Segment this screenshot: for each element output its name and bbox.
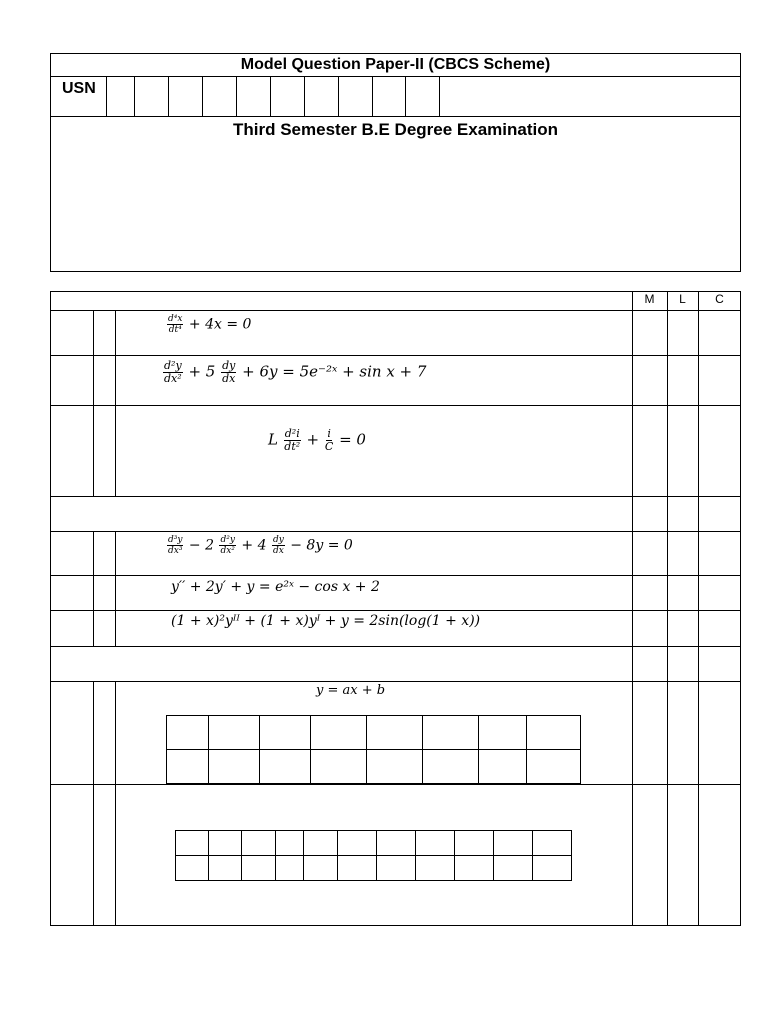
equation-q1a [166,314,251,335]
row-line [50,575,741,576]
usn-cell [168,76,169,117]
fraction-denominator: dx³ [168,546,183,556]
usn-cell [202,76,203,117]
fraction-numerator: d²i [284,427,300,440]
header-divider [50,76,741,77]
row-line [50,310,741,311]
usn-cell [236,76,237,117]
header-divider [50,116,741,117]
usn-cell [439,76,440,117]
fraction-numerator: d²y [220,535,235,545]
equation-text: + 4x = 0 [188,316,252,333]
col-line [115,531,116,646]
row-line [50,610,741,611]
paper-title: Model Question Paper-II (CBCS Scheme) [240,56,551,73]
fraction-denominator: C [324,440,334,453]
equation-q1b [162,360,426,385]
row-line [50,496,741,497]
col-line [698,291,699,926]
col-header-l: L [679,292,686,306]
equation-text: − 8y = 0 [290,537,353,554]
row-line [50,784,741,785]
grid-lines [166,715,581,784]
fraction-numerator: i [327,427,331,440]
row-line [50,405,741,406]
fraction-denominator: dt² [284,440,301,453]
col-line [632,291,633,926]
col-line [93,310,94,496]
row-line [50,531,741,532]
col-line [93,681,94,926]
fraction-numerator: d⁴x [168,314,183,324]
usn-cell [106,76,107,117]
equation-text: + 4 [241,537,267,554]
data-grid-1 [166,715,581,784]
fraction-denominator: dx² [164,372,182,385]
col-header-c: C [715,292,724,306]
equation-q2a [166,535,353,556]
equation-q2c: (1 + x)²yᴵᴵ + (1 + x)yᴵ + y = 2sin(log(1 + x)) [171,613,481,629]
col-line [667,291,668,926]
header-box [50,53,741,272]
fraction-denominator: dx [222,372,236,385]
equation-text: + [306,430,320,449]
row-line [50,681,741,682]
equation-text: L [268,430,278,449]
usn-cell [405,76,406,117]
col-line [93,531,94,646]
equation-text: + 6y = 5e⁻²ˣ + sin x + 7 [242,362,427,381]
usn-cell [134,76,135,117]
fraction-denominator: dt⁴ [168,325,182,335]
equation-q2b: y′′ + 2y′ + y = e²ˣ − cos x + 2 [171,579,380,595]
usn-label: USN [62,80,96,97]
fraction-numerator: dy [272,535,284,545]
data-grid-2 [175,830,572,881]
fraction-numerator: d³y [168,535,183,545]
fraction-numerator: dy [222,359,236,372]
equation-text: + 5 [188,362,216,381]
col-line [115,681,116,926]
usn-cell [338,76,339,117]
row-line [50,646,741,647]
fraction-denominator: dx [272,546,284,556]
usn-cell [270,76,271,117]
equation-q3a: y = ax + b [316,683,386,698]
usn-cell [372,76,373,117]
col-line [115,310,116,496]
row-line [50,355,741,356]
equation-text: = 0 [339,430,366,449]
exam-title: Third Semester B.E Degree Examination [233,120,558,139]
equation-text: − 2 [188,537,215,554]
fraction-numerator: d²y [164,359,182,372]
grid-lines [175,830,572,881]
col-header-m: M [644,292,655,306]
equation-q1c [268,428,366,453]
fraction-denominator: dx² [220,546,235,556]
usn-cell [304,76,305,117]
